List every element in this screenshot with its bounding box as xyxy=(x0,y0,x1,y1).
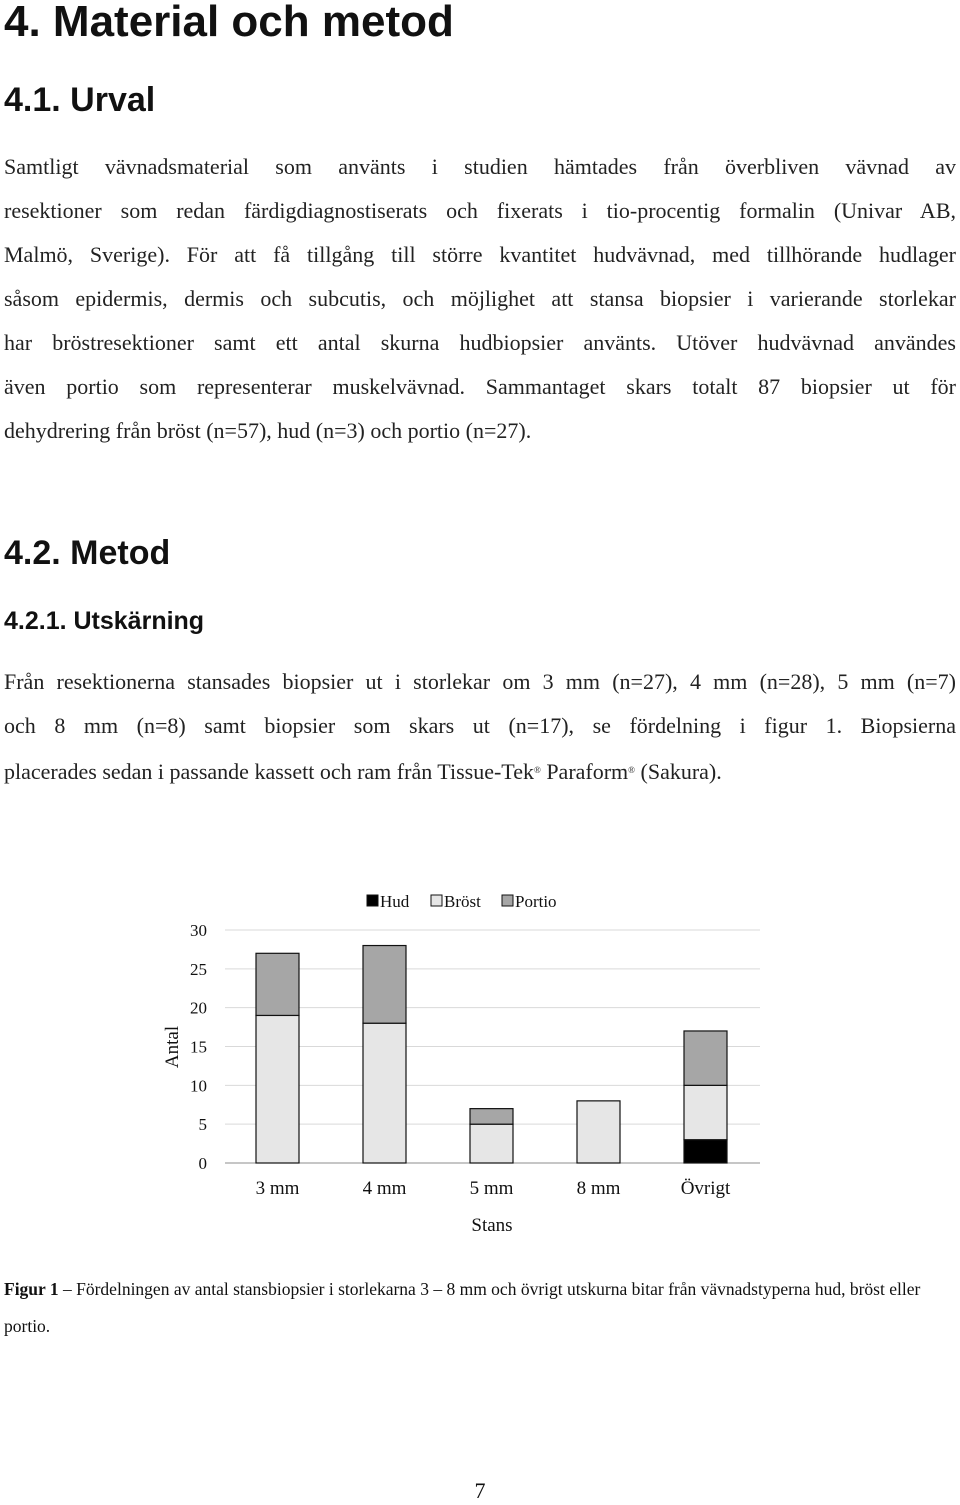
y-tick-label: 5 xyxy=(198,1115,207,1135)
section-heading-urval: 4.1. Urval xyxy=(4,81,156,119)
x-tick-label: 4 mm xyxy=(362,1178,407,1199)
y-tick-label: 0 xyxy=(198,1154,207,1173)
text-run: Paraform xyxy=(540,759,629,784)
text-run: placerades sedan i passande kassett och ram från Tissue-Tek xyxy=(4,759,534,784)
registered-mark: ® xyxy=(628,765,636,775)
stacked-bar-chart xyxy=(0,880,960,1250)
y-tick-label: 30 xyxy=(190,921,207,940)
legend-label: Portio xyxy=(515,892,557,911)
y-tick-label: 15 xyxy=(190,1037,207,1057)
bar-segment-portio xyxy=(256,953,299,1015)
section-heading-metod: 4.2. Metod xyxy=(4,534,171,572)
paragraph-utskarning xyxy=(4,660,956,792)
paragraph-line xyxy=(4,748,956,792)
bar-segment-hud xyxy=(684,1140,727,1163)
y-axis-label: Antal xyxy=(162,1025,183,1069)
x-tick-label: Övrigt xyxy=(680,1178,731,1199)
paragraph-line: dehydrering från bröst (n=57), hud (n=3) och portio (n=27). xyxy=(4,418,532,443)
paragraph-line: såsom epidermis, dermis och subcutis, och möjlighet att stansa biopsier i varierande storlekar xyxy=(4,286,956,311)
text-run: (Sakura). xyxy=(635,759,722,784)
paragraph-line: Från resektionerna stansades biopsier ut i storlekar om 3 mm (n=27), 4 mm (n=28), 5 mm (n=7) xyxy=(4,669,956,694)
registered-mark: ® xyxy=(533,765,541,775)
legend-swatch xyxy=(367,895,378,906)
page-number: 7 xyxy=(474,1478,486,1503)
paragraph-line: även portio som representerar muskelvävnad. Sammantaget skars totalt 87 biopsier ut för xyxy=(4,374,956,399)
x-tick-label: 3 mm xyxy=(255,1178,300,1199)
bar-segment-bröst xyxy=(256,1015,299,1163)
bar-segment-bröst xyxy=(363,1023,406,1163)
bar-segment-bröst xyxy=(577,1101,620,1163)
bar-segment-bröst xyxy=(684,1085,727,1139)
bar-segment-portio xyxy=(470,1109,513,1125)
legend-swatch xyxy=(502,895,513,906)
bar-segment-portio xyxy=(684,1031,727,1085)
bar-segment-bröst xyxy=(470,1124,513,1163)
x-tick-label: 5 mm xyxy=(469,1178,514,1199)
paragraph-line: har bröstresektioner samt ett antal skurna hudbiopsier använts. Utöver hudvävnad användes xyxy=(4,330,956,355)
legend-swatch xyxy=(431,895,442,906)
paragraph-line: resektioner som redan färdigdiagnostiserats och fixerats i tio-procentig formalin (Univar AB, xyxy=(4,198,956,223)
paragraph-line: Malmö, Sverige). För att få tillgång till större kvantitet hudvävnad, med tillhörande hudlager xyxy=(4,242,956,267)
y-tick-label: 10 xyxy=(190,1076,207,1096)
legend-label: Hud xyxy=(380,892,410,911)
paragraph-line: Samtligt vävnadsmaterial som använts i studien hämtades från överbliven vävnad av xyxy=(4,154,956,179)
caption-label: Figur 1 xyxy=(4,1279,59,1299)
x-tick-label: 8 mm xyxy=(576,1178,621,1199)
x-axis-label: Stans xyxy=(471,1215,513,1236)
paragraph-line: och 8 mm (n=8) samt biopsier som skars ut (n=17), se fördelning i figur 1. Biopsierna xyxy=(4,713,956,738)
subsection-heading-utskarning: 4.2.1. Utskärning xyxy=(4,607,205,635)
bar-segment-portio xyxy=(363,946,406,1024)
y-tick-label: 25 xyxy=(190,959,207,979)
legend-label: Bröst xyxy=(444,892,481,911)
y-tick-label: 20 xyxy=(190,998,207,1018)
figure-caption xyxy=(4,1271,956,1345)
caption-text: – Fördelningen av antal stansbiopsier i storlekarna 3 – 8 mm och övrigt utskurna bitar från vävnadstyperna hud, bröst eller portio. xyxy=(4,1279,921,1336)
chapter-title: 4. Material och metod xyxy=(4,0,454,46)
paragraph-urval xyxy=(4,145,956,453)
